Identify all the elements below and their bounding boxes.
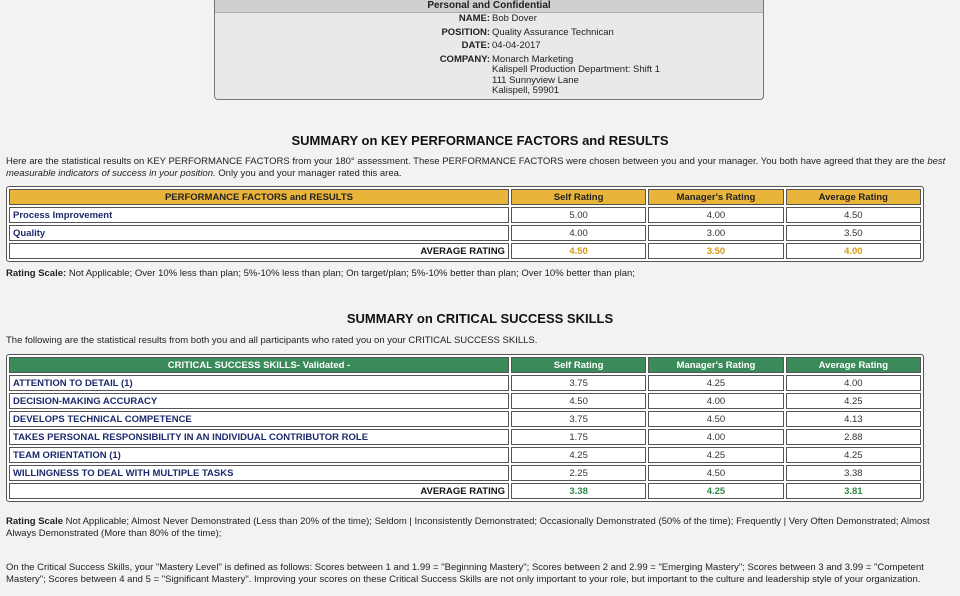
css-heading: SUMMARY on CRITICAL SUCCESS SKILLS	[346, 311, 614, 326]
manager-rating: 4.50	[648, 465, 783, 481]
css-col-self: Self Rating	[511, 357, 646, 373]
table-row	[9, 375, 921, 391]
css-scale-label: Rating Scale	[6, 516, 64, 527]
name-value: Bob Dover	[492, 13, 537, 24]
kpf-col-self: Self Rating	[511, 189, 646, 205]
table-row	[9, 465, 921, 481]
company-label: COMPANY:	[439, 53, 490, 65]
manager-rating: 4.00	[648, 393, 783, 409]
date-value: 04-04-2017	[492, 40, 541, 51]
css-intro: The following are the statistical results from both you and all participants who rated you on your CRITICAL SUCCESS SKILLS.	[6, 335, 538, 346]
average-rating: 2.88	[786, 429, 921, 445]
mastery-paragraph: On the Critical Success Skills, your "Mastery Level" is defined as follows: Scores between 1 and 1.99 = "Beginning Mastery"; Scores between 2 and 2.99 = "Emerging Mastery"; Scores between 3 and 3.99 = "Competent Mastery"; Scores between 4 and 5 = "Significant Mastery". Improving your scores on these Critical Success Skills are not only important to your role, but important to the culture and leadership style of your organization.	[6, 562, 924, 585]
self-rating: 4.25	[511, 447, 646, 463]
css-col-average: Average Rating	[786, 357, 921, 373]
kpf-rating-scale	[6, 268, 956, 280]
css-col-skill: CRITICAL SUCCESS SKILLS- Validated -	[9, 357, 509, 373]
kpf-scale-label: Rating Scale:	[6, 268, 67, 279]
table-row	[9, 411, 921, 427]
self-rating: 2.25	[511, 465, 646, 481]
self-rating: 4.50	[511, 393, 646, 409]
name-row	[215, 14, 763, 25]
average-rating: 3.38	[786, 465, 921, 481]
kpf-average-row	[9, 243, 921, 259]
company-line: 111 Sunnyview Lane	[492, 74, 579, 86]
company-line: Kalispell, 59901	[492, 85, 560, 96]
kpf-intro-text: Here are the statistical results on KEY PERFORMANCE FACTORS from your 180° assessment. These PERFORMANCE FACTORS were chosen between you and your manager. You both have agreed that they are the	[6, 156, 928, 167]
average-label: AVERAGE RATING	[9, 483, 509, 499]
average-rating: 4.00	[786, 375, 921, 391]
manager-rating: 4.25	[648, 447, 783, 463]
company-value	[492, 55, 763, 97]
self-rating: 1.75	[511, 429, 646, 445]
table-row	[9, 393, 921, 409]
kpf-heading: SUMMARY on KEY PERFORMANCE FACTORS and RESULTS	[291, 133, 669, 148]
date-label: DATE:	[461, 40, 490, 51]
kpf-scale-text: Not Applicable; Over 10% less than plan; 5%-10% less than plan; On target/plan; 5%-10% better than plan; Over 10% better than plan;	[66, 268, 635, 279]
skill-name: DECISION-MAKING ACCURACY	[9, 393, 509, 409]
css-header-row	[9, 357, 921, 373]
avg-average: 3.81	[786, 483, 921, 499]
avg-manager: 3.50	[648, 243, 783, 259]
average-rating: 4.13	[786, 411, 921, 427]
company-row	[215, 55, 763, 97]
info-title: Personal and Confidential	[215, 0, 763, 13]
css-rating-scale	[6, 516, 956, 539]
kpf-intro-emphasis: best measurable indicators of success in your position.	[6, 156, 946, 179]
self-rating: 5.00	[511, 207, 646, 223]
table-row	[9, 447, 921, 463]
kpf-header-row	[9, 189, 921, 205]
avg-self: 4.50	[511, 243, 646, 259]
table-row	[9, 225, 921, 241]
average-label: AVERAGE RATING	[9, 243, 509, 259]
css-average-row	[9, 483, 921, 499]
skill-name: WILLINGNESS TO DEAL WITH MULTIPLE TASKS	[9, 465, 509, 481]
kpf-intro	[6, 156, 956, 179]
manager-rating: 3.00	[648, 225, 783, 241]
position-row	[215, 28, 763, 39]
self-rating: 3.75	[511, 375, 646, 391]
skill-name: DEVELOPS TECHNICAL COMPETENCE	[9, 411, 509, 427]
kpf-col-factor: PERFORMANCE FACTORS and RESULTS	[9, 189, 509, 205]
date-row	[215, 41, 763, 52]
kpf-col-manager: Manager's Rating	[648, 189, 783, 205]
manager-rating: 4.00	[648, 429, 783, 445]
personal-info-box	[214, 0, 764, 100]
manager-rating: 4.50	[648, 411, 783, 427]
average-rating: 4.50	[786, 207, 921, 223]
position-value: Quality Assurance Technican	[492, 26, 614, 38]
table-row	[9, 207, 921, 223]
company-line: Monarch Marketing	[492, 53, 574, 65]
skill-name: ATTENTION TO DETAIL (1)	[9, 375, 509, 391]
company-line: Kalispell Production Department: Shift 1	[492, 64, 660, 75]
manager-rating: 4.25	[648, 375, 783, 391]
skill-name: TEAM ORIENTATION (1)	[9, 447, 509, 463]
table-row	[9, 429, 921, 445]
average-rating: 3.50	[786, 225, 921, 241]
avg-manager: 4.25	[648, 483, 783, 499]
factor-name: Quality	[9, 225, 509, 241]
css-scale-text: Not Applicable; Almost Never Demonstrated (Less than 20% of the time); Seldom | Inconsistently Demonstrated; Occasionally Demonstrated (50% of the time); Frequently | Very Often Demonstrated; Almost Always Demonstrated (More than 80% of the time);	[6, 516, 930, 539]
kpf-table	[6, 186, 924, 262]
manager-rating: 4.00	[648, 207, 783, 223]
css-col-manager: Manager's Rating	[648, 357, 783, 373]
kpf-col-average: Average Rating	[786, 189, 921, 205]
skill-name: TAKES PERSONAL RESPONSIBILITY IN AN INDIVIDUAL CONTRIBUTOR ROLE	[9, 429, 509, 445]
avg-self: 3.38	[511, 483, 646, 499]
avg-average: 4.00	[786, 243, 921, 259]
factor-name: Process Improvement	[9, 207, 509, 223]
average-rating: 4.25	[786, 447, 921, 463]
kpf-intro-end: Only you and your manager rated this area.	[215, 167, 402, 179]
self-rating: 4.00	[511, 225, 646, 241]
css-table	[6, 354, 924, 502]
self-rating: 3.75	[511, 411, 646, 427]
name-label: NAME:	[458, 13, 490, 24]
average-rating: 4.25	[786, 393, 921, 409]
position-label: POSITION:	[441, 26, 490, 38]
